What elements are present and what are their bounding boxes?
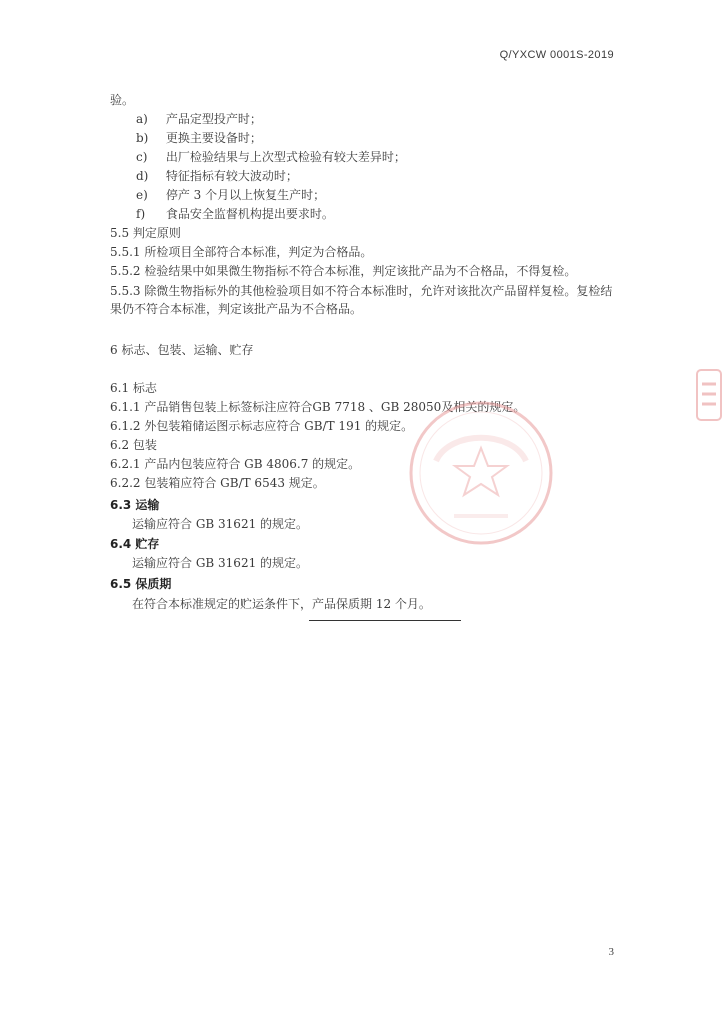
- clause-6-1-1: 6.1.1 产品销售包装上标签标注应符合GB 7718 、GB 28050及相关的规定。: [110, 400, 526, 414]
- section-6-5-heading: 6.5 保质期: [110, 577, 172, 591]
- list-text-a: 产品定型投产时；: [165, 112, 262, 126]
- list-marker-e: e): [136, 188, 148, 202]
- document-code: Q/YXCW 0001S-2019: [499, 49, 614, 61]
- list-item-c: [136, 149, 406, 165]
- list-text-f: 食品安全监督机构提出要求时。: [165, 207, 334, 221]
- clause-5-5-3: 5.5.3 除微生物指标外的其他检验项目如不符合本标准时，允许对该批次产品留样复检。复检结果仍不符合本标准，判定该批产品为不合格品。: [110, 284, 613, 316]
- clause-6-5-text: 在符合本标准规定的贮运条件下，产品保质期 12 个月。: [132, 597, 431, 611]
- chapter-6-heading: 6 标志、包装、运输、贮存: [110, 343, 254, 357]
- clause-6-3-text: 运输应符合 GB 31621 的规定。: [132, 517, 309, 531]
- section-6-1-heading: 6.1 标志: [110, 381, 157, 395]
- list-text-d: 特征指标有较大波动时；: [165, 169, 298, 183]
- list-marker-c: c): [136, 150, 148, 164]
- clause-6-4-text: 运输应符合 GB 31621 的规定。: [132, 556, 309, 570]
- clause-6-1-2: 6.1.2 外包装箱储运图示标志应符合 GB/T 191 的规定。: [110, 419, 414, 433]
- list-marker-f: f): [136, 207, 146, 221]
- list-item-d: [136, 168, 298, 184]
- clause-5-5-2: 5.5.2 检验结果中如果微生物指标不符合本标准，判定该批产品为不合格品，不得复检。: [110, 264, 577, 278]
- list-text-b: 更换主要设备时；: [165, 131, 262, 145]
- section-6-3-heading: 6.3 运输: [110, 498, 160, 512]
- section-5-5-heading: 5.5 判定原则: [110, 226, 181, 240]
- list-item-e: [136, 187, 325, 203]
- section-6-4-heading: 6.4 贮存: [110, 537, 160, 551]
- side-seal-fragment: [694, 362, 724, 432]
- list-text-e: 停产 3 个月以上恢复生产时；: [165, 188, 326, 202]
- section-6-2-heading: 6.2 包装: [110, 438, 157, 452]
- list-item-a: [136, 111, 262, 127]
- list-item-b: [136, 130, 262, 146]
- list-text-c: 出厂检验结果与上次型式检验有较大差异时；: [165, 150, 406, 164]
- company-seal-stamp: [406, 398, 556, 548]
- clause-6-2-2: 6.2.2 包装箱应符合 GB/T 6543 规定。: [110, 476, 325, 490]
- end-divider: [309, 620, 461, 621]
- text-line-01: 验。: [110, 93, 135, 107]
- list-marker-b: b): [136, 131, 149, 145]
- clause-6-2-1: 6.2.1 产品内包装应符合 GB 4806.7 的规定。: [110, 457, 361, 471]
- list-marker-a: a): [136, 112, 148, 126]
- page-number: 3: [608, 946, 614, 958]
- list-marker-d: d): [136, 169, 149, 183]
- list-item-f: [136, 206, 334, 222]
- clause-5-5-1: 5.5.1 所检项目全部符合本标准，判定为合格品。: [110, 245, 373, 259]
